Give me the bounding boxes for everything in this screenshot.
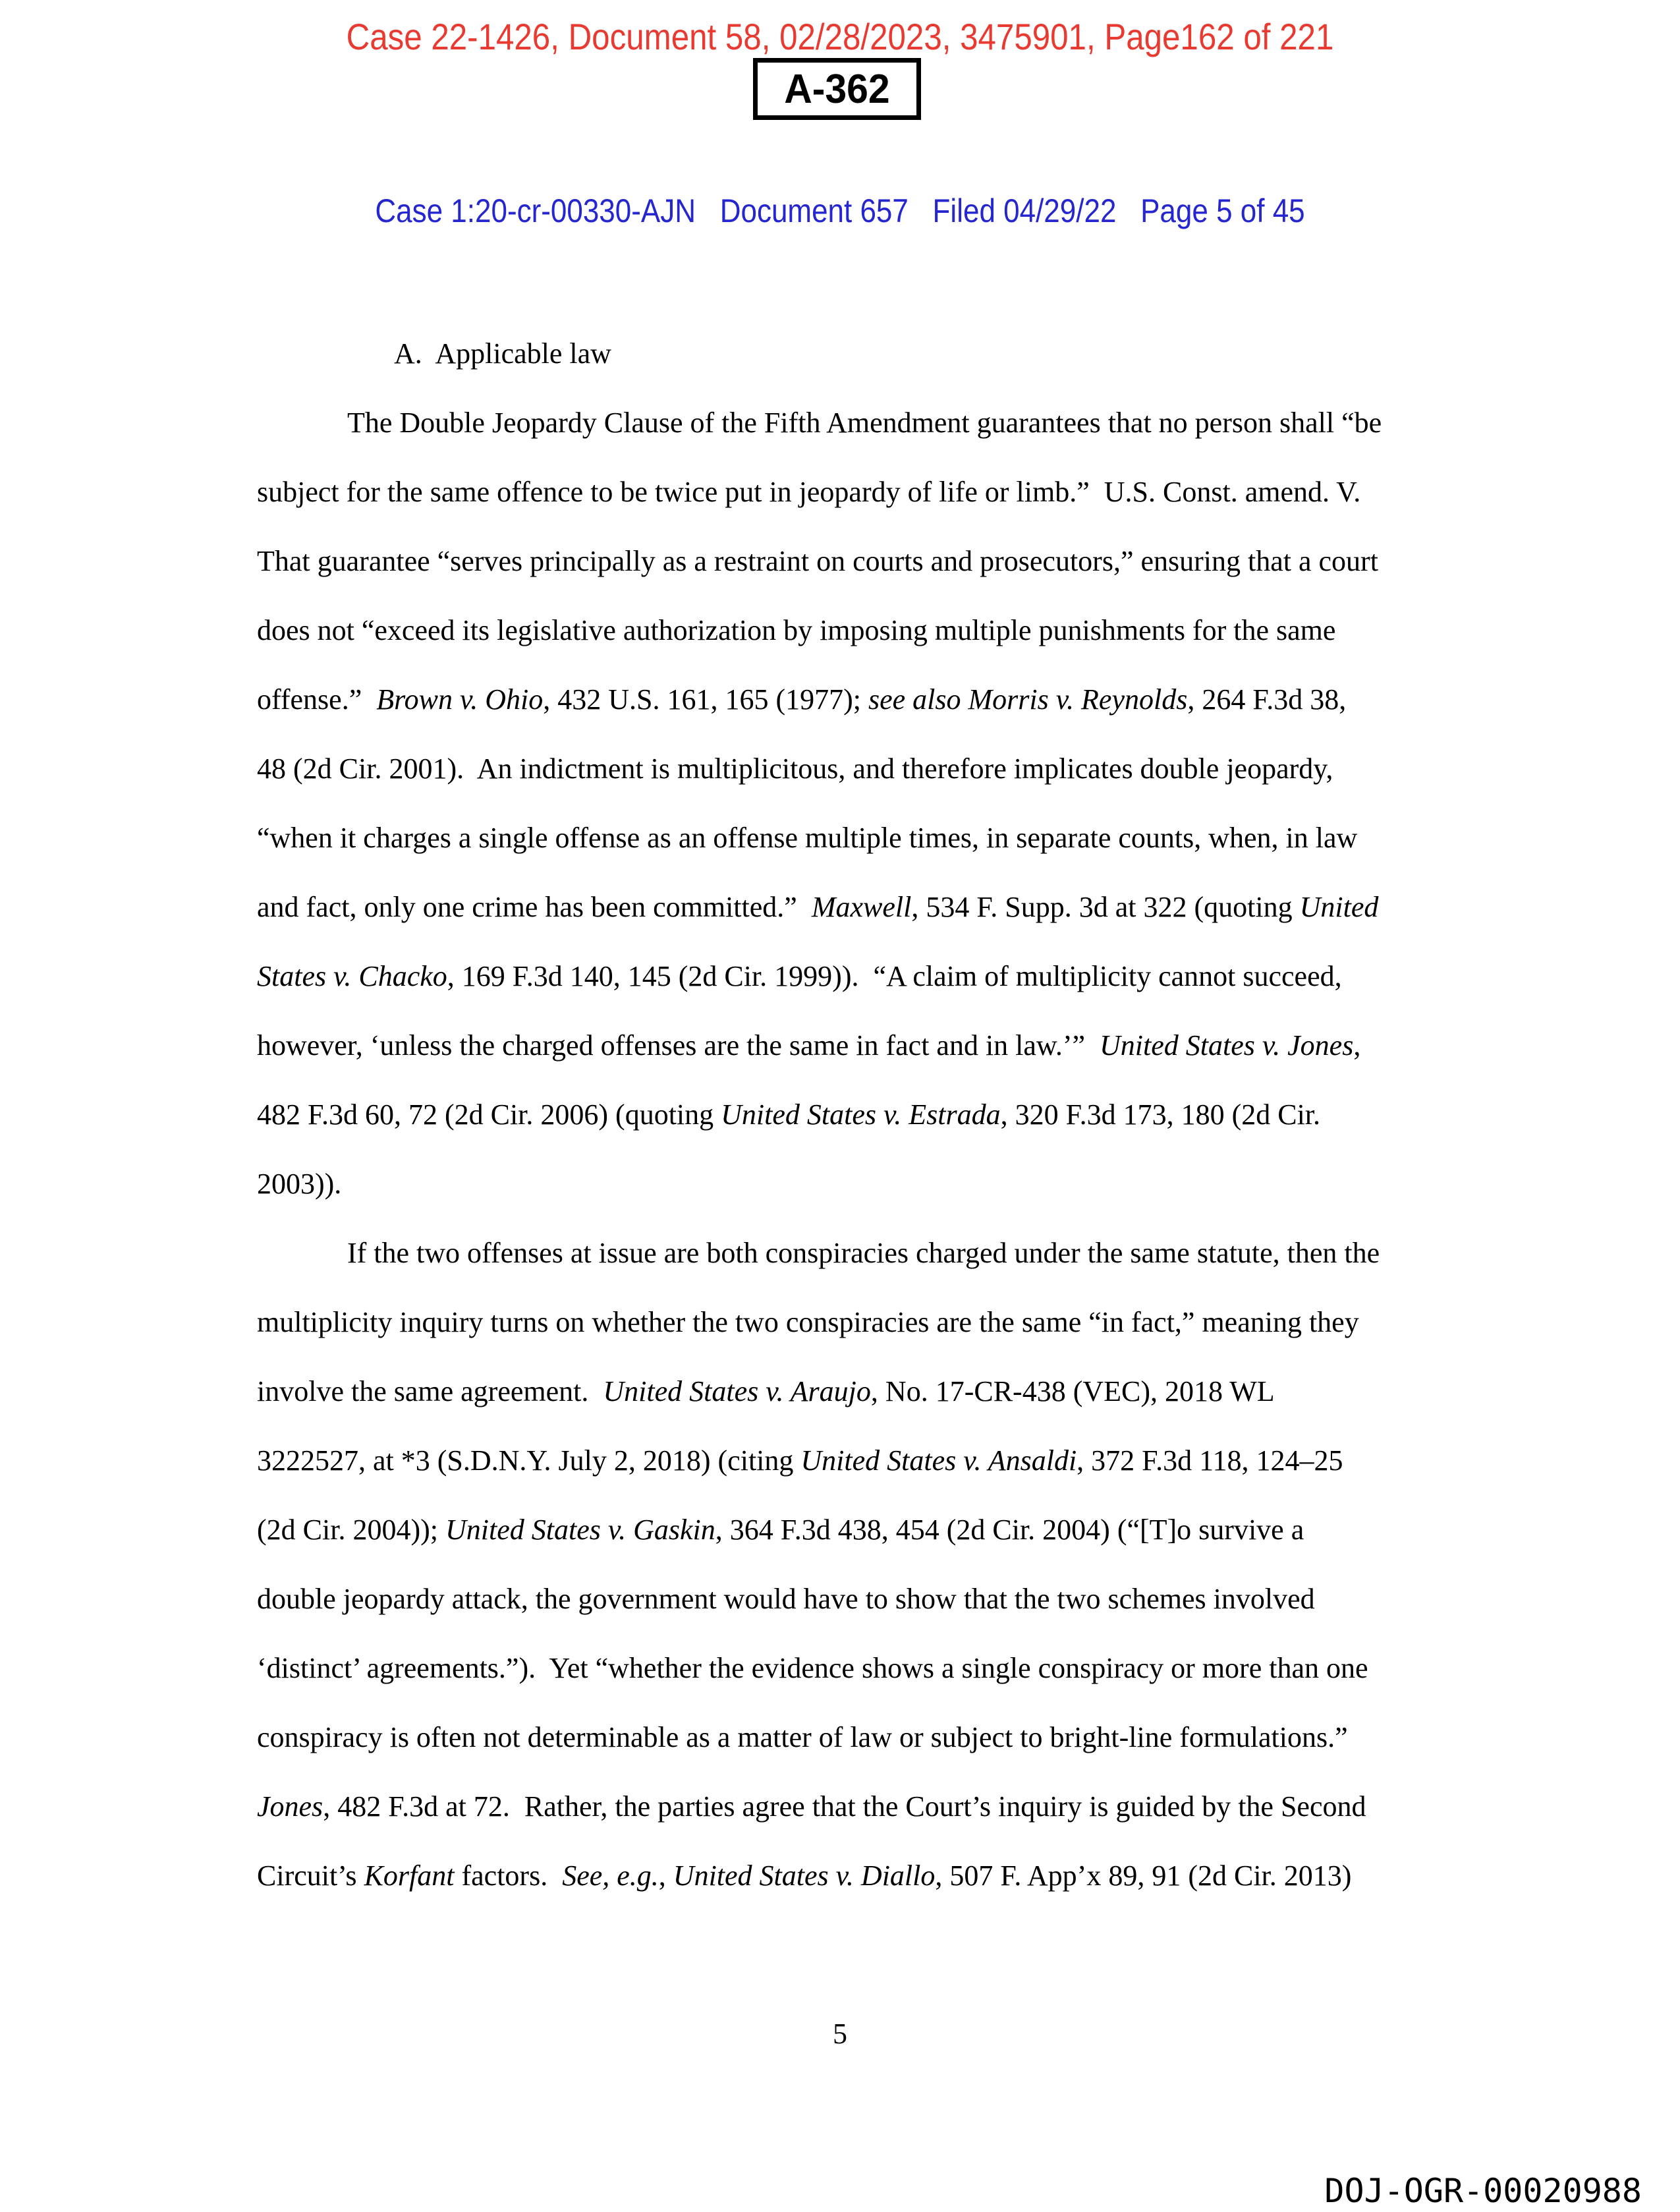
- text-line: The Double Jeopardy Clause of the Fifth Amendment guarantees that no person shall “be: [347, 407, 1382, 439]
- text-line: 2003)).: [257, 1168, 342, 1200]
- text-line: 48 (2d Cir. 2001). An indictment is multiplicitous, and therefore implicates double jeopardy,: [257, 752, 1333, 785]
- text-line: involve the same agreement. United States v. Araujo, No. 17-CR-438 (VEC), 2018 WL: [257, 1375, 1275, 1407]
- appendix-label-box: [753, 58, 921, 120]
- page-number: 5: [833, 2018, 847, 2050]
- text-line: Jones, 482 F.3d at 72. Rather, the parties agree that the Court’s inquiry is guided by the Second: [257, 1790, 1366, 1823]
- text-line: 3222527, at *3 (S.D.N.Y. July 2, 2018) (citing United States v. Ansaldi, 372 F.3d 118, 124–25: [257, 1444, 1343, 1477]
- text-line: ‘distinct’ agreements.”). Yet “whether the evidence shows a single conspiracy or more than one: [257, 1652, 1368, 1684]
- text-line: does not “exceed its legislative authorization by imposing multiple punishments for the same: [257, 614, 1336, 646]
- section-heading: A. Applicable law: [394, 337, 611, 370]
- text-line: States v. Chacko, 169 F.3d 140, 145 (2d Cir. 1999)). “A claim of multiplicity cannot succeed,: [257, 960, 1342, 992]
- appendix-label: A-362: [784, 66, 890, 112]
- text-line: subject for the same offence to be twice put in jeopardy of life or limb.” U.S. Const. amend. V.: [257, 476, 1361, 508]
- text-line: conspiracy is often not determinable as a matter of law or subject to bright-line formulations.”: [257, 1721, 1348, 1753]
- text-line: If the two offenses at issue are both conspiracies charged under the same statute, then the: [347, 1237, 1380, 1269]
- text-line: double jeopardy attack, the government would have to show that the two schemes involved: [257, 1583, 1315, 1615]
- district-court-header: Case 1:20-cr-00330-AJN Document 657 Filed 04/29/22 Page 5 of 45: [375, 192, 1305, 229]
- document-body: [257, 319, 1509, 1910]
- text-line: and fact, only one crime has been committed.” Maxwell, 534 F. Supp. 3d at 322 (quoting United: [257, 891, 1379, 923]
- text-line: Circuit’s Korfant factors. See, e.g., United States v. Diallo, 507 F. App’x 89, 91 (2d Cir. 2013): [257, 1859, 1352, 1892]
- paragraphs: [257, 388, 1509, 1910]
- text-line: 482 F.3d 60, 72 (2d Cir. 2006) (quoting United States v. Estrada, 320 F.3d 173, 180 (2d Cir.: [257, 1098, 1321, 1131]
- appellate-stamp-header: Case 22-1426, Document 58, 02/28/2023, 3475901, Page162 of 221: [346, 16, 1334, 57]
- text-line: (2d Cir. 2004)); United States v. Gaskin, 364 F.3d 438, 454 (2d Cir. 2004) (“[T]o survive a: [257, 1514, 1304, 1546]
- text-line: That guarantee “serves principally as a restraint on courts and prosecutors,” ensuring that a court: [257, 545, 1378, 577]
- text-line: however, ‘unless the charged offenses are the same in fact and in law.’” United States v. Jones,: [257, 1029, 1361, 1062]
- text-line: offense.” Brown v. Ohio, 432 U.S. 161, 165 (1977); see also Morris v. Reynolds, 264 F.3d 38,: [257, 683, 1347, 716]
- bates-number: DOJ-OGR-00020988: [1324, 2172, 1642, 2210]
- text-line: multiplicity inquiry turns on whether the two conspiracies are the same “in fact,” meaning they: [257, 1306, 1359, 1338]
- text-line: “when it charges a single offense as an offense multiple times, in separate counts, when, in law: [257, 822, 1358, 854]
